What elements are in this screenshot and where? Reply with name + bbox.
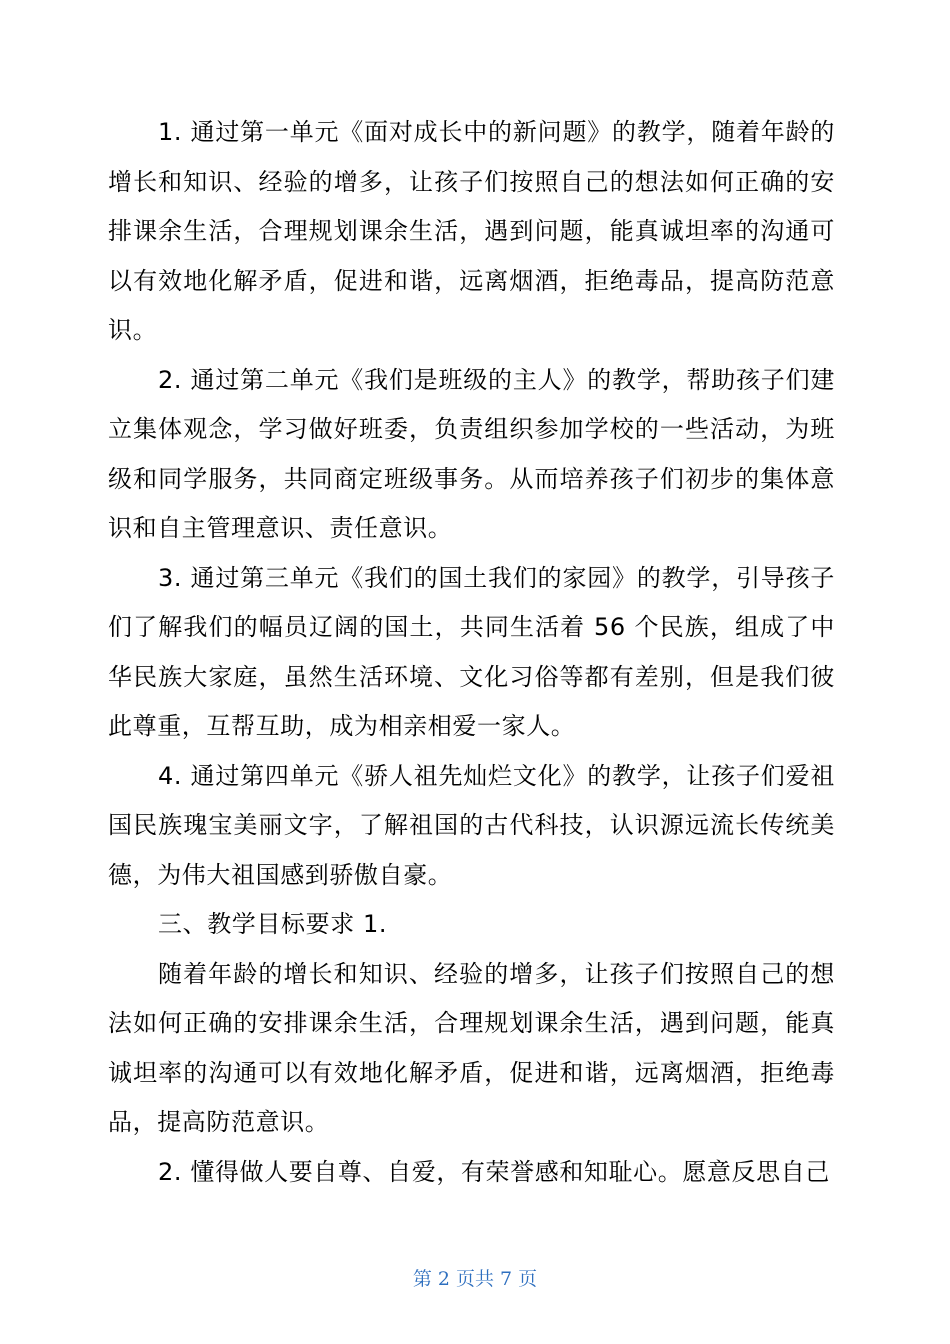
paragraph-unit-four: 4. 通过第四单元《骄人祖先灿烂文化》的教学，让孩子们爱祖国民族瑰宝美丽文字，了解祖国的古代科技，认识源远流长传统美德，为伟大祖国感到骄傲自豪。	[108, 761, 835, 889]
paragraph-goal-one: 随着年龄的增长和知识、经验的增多，让孩子们按照自己的想法如何正确的安排课余生活，合理规划课余生活，遇到问题，能真诚坦率的沟通可以有效地化解矛盾，促进和谐，远离烟酒，拒绝毒品，提高防范意识。	[108, 959, 835, 1136]
paragraph-unit-two: 2. 通过第二单元《我们是班级的主人》的教学，帮助孩子们建立集体观念，学习做好班委，负责组织参加学校的一些活动，为班级和同学服务，共同商定班级事务。从而培养孩子们初步的集体意识和自主管理意识、责任意识。	[108, 365, 835, 542]
paragraph-unit-one: 1. 通过第一单元《面对成长中的新问题》的教学，随着年龄的增长和知识、经验的增多，让孩子们按照自己的想法如何正确的安排课余生活，合理规划课余生活，遇到问题，能真诚坦率的沟通可以有效地化解矛盾，促进和谐，远离烟酒，拒绝毒品，提高防范意识。	[108, 118, 835, 344]
document-body	[108, 108, 835, 1197]
paragraph-unit-three: 3. 通过第三单元《我们的国土我们的家园》的教学，引导孩子们了解我们的幅员辽阔的国土，共同生活着 56 个民族，组成了中华民族大家庭，虽然生活环境、文化习俗等都有差别，但是我们彼此尊重，互帮互助，成为相亲相爱一家人。	[108, 563, 835, 740]
page-number-footer: 第 2 页共 7 页	[412, 1268, 538, 1290]
paragraph-goal-two: 2. 懂得做人要自尊、自爱，有荣誉感和知耻心。愿意反思自己	[158, 1157, 830, 1186]
section-heading-teaching-goals: 三、教学目标要求 1.	[158, 910, 388, 938]
